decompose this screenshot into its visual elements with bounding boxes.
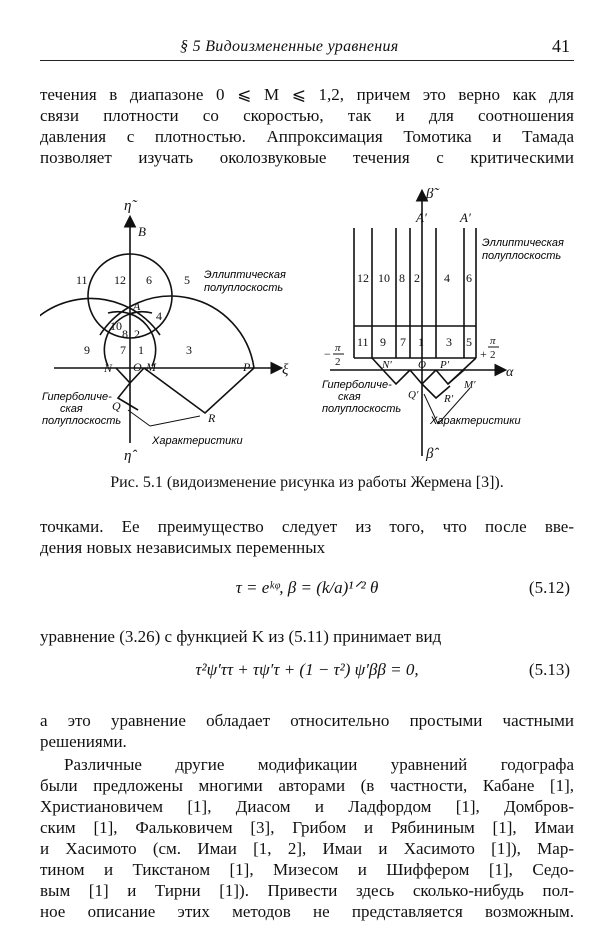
- region-label: 7: [120, 343, 126, 357]
- elliptic-label-line: полуплоскость: [204, 282, 284, 294]
- neg-pi-num: π: [335, 342, 341, 354]
- region-label: 11: [76, 273, 88, 287]
- label-Q-prime: Q′: [408, 389, 419, 401]
- left-labels: [42, 198, 289, 464]
- text-line: а это уравнение обладает относительно простыми частными: [40, 711, 574, 730]
- pos-sign: +: [480, 347, 487, 361]
- text-line: вым [1] и Тирни [1]). Привести здесь сколько-нибудь пол-: [40, 881, 574, 900]
- paragraph-3: [40, 626, 574, 647]
- region-label: 8: [122, 327, 128, 341]
- text-line: решениями.: [40, 732, 127, 751]
- label-A: A: [133, 299, 141, 313]
- region-label: 12: [114, 273, 126, 287]
- neg-sign: −: [324, 347, 331, 361]
- region-label: 10: [110, 319, 122, 333]
- label-O: O: [133, 360, 142, 374]
- equation-number: (5.12): [528, 578, 570, 597]
- section-title: § 5 Видоизмененные уравнения: [180, 38, 399, 55]
- cell-label: 1: [418, 335, 424, 349]
- characteristics-label: Характеристики: [152, 435, 243, 447]
- text-line: позволяет изучать околозвуковые течения с критическими: [40, 148, 574, 167]
- right-labels: [322, 188, 564, 462]
- char-line: [118, 398, 138, 410]
- hyperbolic-label-line: ская: [60, 403, 83, 415]
- cell-label: 12: [357, 271, 369, 285]
- text-line: ским [1], Фальковичем [3], Грибом и Рябининым [1], Имаи: [40, 818, 574, 837]
- figure-caption: Рис. 5.1 (видоизменение рисунка из работы Жермена [3]).: [110, 474, 504, 491]
- paragraph-5: [40, 754, 574, 922]
- label-N: N: [104, 361, 113, 375]
- label-B: B: [138, 224, 146, 239]
- characteristic-O: [410, 370, 436, 384]
- label-M: M: [146, 360, 156, 374]
- cell-label: 7: [400, 335, 406, 349]
- label-P-prime: P′: [440, 359, 450, 371]
- paragraph-4: [40, 710, 574, 752]
- elliptic-label-line: полуплоскость: [482, 250, 562, 262]
- beta-top-label: β̃: [426, 188, 434, 202]
- label-N-prime: N′: [382, 359, 392, 371]
- text-line: уравнение (3.26) с функцией K из (5.11) принимает вид: [40, 627, 442, 646]
- text-line: давления с плотностью. Аппроксимация Томотика и Тамада: [40, 127, 574, 146]
- label-R: R: [208, 411, 216, 425]
- label-R-prime: R′: [444, 393, 454, 405]
- text-line: и Хасимото (см. Имаи [1, 2], Имаи и Хасимото [1]), Мар-: [40, 839, 574, 858]
- cell-label: 6: [466, 271, 472, 285]
- characteristics-label: Характеристики: [430, 415, 521, 427]
- text-line: дения новых независимых переменных: [40, 538, 326, 557]
- text-line: точками. Ее преимущество следует из того, что после вве-: [40, 517, 574, 536]
- hyperbolic-label-line: Гиперболиче-: [322, 379, 392, 391]
- neg-pi-den: 2: [335, 356, 341, 368]
- eta-bottom-label: η̂: [124, 448, 132, 464]
- text-line: были предложены многими авторами (в частности, Кабане [1],: [40, 776, 574, 795]
- pos-pi-den: 2: [490, 349, 496, 361]
- running-header: [40, 34, 574, 61]
- characteristic-Q: [118, 383, 138, 410]
- text-line: течения в диапазоне 0 ⩽ M ⩽ 1,2, причем это верно как для: [40, 85, 574, 104]
- elliptic-label-line: Эллиптическая: [204, 269, 286, 281]
- equation-formula: τ²ψ′ττ + τψ′τ + (1 − τ²) ψ′ββ = 0,: [195, 660, 419, 679]
- region-label: 6: [146, 273, 152, 287]
- cell-label: 10: [378, 271, 390, 285]
- label-Q: Q: [112, 399, 121, 413]
- hodograph-diagram: [40, 188, 574, 468]
- cell-label: 5: [466, 335, 472, 349]
- text-line: связи плотности со скоростью, так и для соотношения: [40, 106, 574, 125]
- equation-5-12: [40, 578, 574, 602]
- left-arc: [40, 299, 160, 368]
- alpha-label: α: [506, 365, 514, 380]
- beta-bottom-label: β̂: [426, 446, 434, 462]
- hyperbolic-label-line: ская: [338, 391, 361, 403]
- label-O: O: [418, 359, 426, 371]
- pos-pi-num: π: [490, 335, 496, 347]
- equation-formula: τ = eᵏᵠ, β = (k/a)¹ᐟ² θ: [235, 578, 379, 597]
- region-label: 3: [186, 343, 192, 357]
- cell-label: 3: [446, 335, 452, 349]
- region-label: 9: [84, 343, 90, 357]
- char-pointer-1: [128, 410, 150, 426]
- label-M-prime: M′: [464, 379, 476, 391]
- region-label: 1: [138, 343, 144, 357]
- paragraph-1: [40, 84, 574, 168]
- characteristic-R: [144, 368, 254, 413]
- cell-label: 2: [414, 271, 420, 285]
- label-A2: A′: [460, 210, 471, 225]
- eta-top-label: η̃: [124, 198, 132, 214]
- xi-label: ξ: [282, 362, 289, 378]
- cell-label: 4: [444, 271, 450, 285]
- equation-5-13: [40, 660, 574, 684]
- paragraph-2: [40, 516, 574, 558]
- char-pointer-2: [150, 416, 200, 426]
- hyperbolic-label-line: Гиперболиче-: [42, 391, 112, 403]
- text-line: Христиановичем [1], Диасом и Ладфордом [1], Домбров-: [40, 797, 574, 816]
- label-P: P: [243, 360, 251, 374]
- text-line: тином и Тикстаном [1], Мизесом и Шиффером [1], Седо-: [40, 860, 574, 879]
- elliptic-label-line: Эллиптическая: [482, 237, 564, 249]
- cell-label: 9: [380, 335, 386, 349]
- cell-label: 8: [399, 271, 405, 285]
- region-label: 2: [134, 327, 140, 341]
- text-line: Различные другие модификации уравнений годографа: [64, 755, 574, 774]
- cell-label: 11: [357, 335, 369, 349]
- text-line: ное описание этих методов не представляется возможным.: [40, 902, 574, 921]
- equation-number: (5.13): [528, 660, 570, 679]
- hyperbolic-label-line: полуплоскость: [42, 415, 122, 427]
- label-A1: A′: [416, 210, 427, 225]
- region-label: 5: [184, 273, 190, 287]
- page-number: 41: [552, 36, 570, 56]
- figure-5-1: [40, 188, 574, 468]
- region-label: 4: [156, 309, 162, 323]
- hyperbolic-label-line: полуплоскость: [322, 403, 402, 415]
